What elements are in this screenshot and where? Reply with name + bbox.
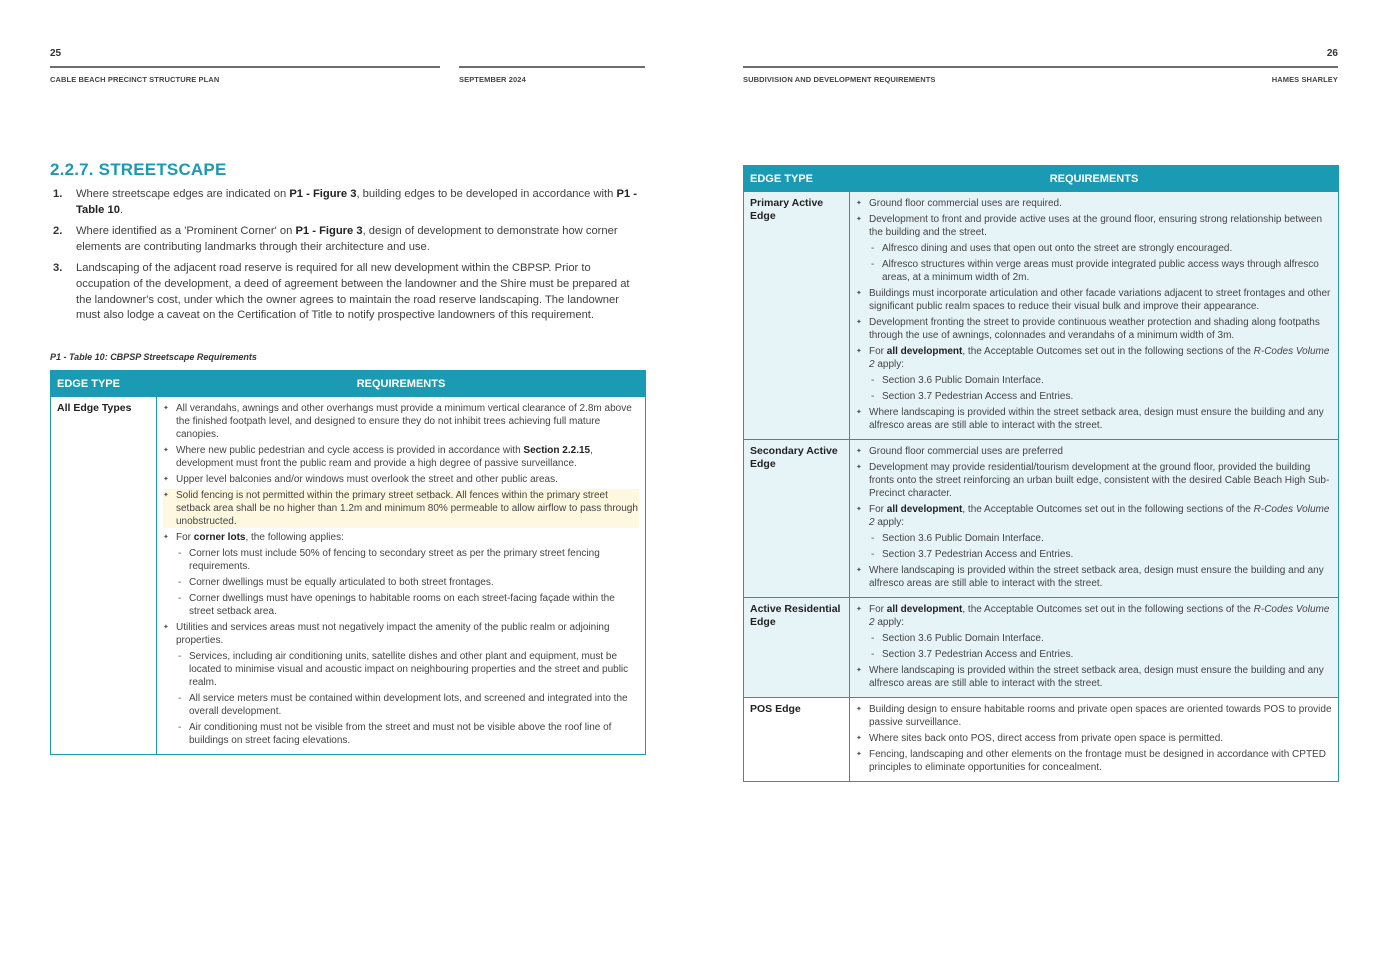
sub-item: - Alfresco dining and uses that open out onto the street are strongly encouraged. [869,242,1332,255]
running-header-date: SEPTEMBER 2024 [459,75,526,84]
requirement-item: ✦ For corner lots, the following applies: - Corner lots must include 50% of fencing to secondary street as per the primary street fencing requirements. - Corner dwellings must be equally articulated to both street frontages. - Corner dwellings must have openings to habitable rooms on each street-facing façade within the street setback area. [163,531,639,618]
header-rule [743,66,1338,68]
requirement-item: ✦ Where landscaping is provided within the street setback area, design must ensure the building and any alfresco areas are still able to interact with the street. [856,406,1332,432]
header-rule [50,66,440,68]
requirement-item: ✦ Buildings must incorporate articulation and other facade variations adjacent to street frontages and other significant public realm spaces to reduce their visual bulk and improve their appearance. [856,287,1332,313]
requirement-item: ✦ Where landscaping is provided within the street setback area, design must ensure the building and any alfresco areas are still able to interact with the street. [856,664,1332,690]
sub-item: - Corner dwellings must have openings to habitable rooms on each street-facing façade within the street setback area. [176,592,639,618]
sub-item: - All service meters must be contained within development lots, and screened and integrated into the overall development. [176,692,639,718]
edge-type-cell: Active Residential Edge [744,598,850,698]
requirements-cell [157,397,646,755]
requirement-item: ✦ Where new public pedestrian and cycle access is provided in accordance with Section 2.2.15, development must front the public ream and provide a high degree of passive surveillance. [163,444,639,470]
sub-item: - Air conditioning must not be visible from the street and must not be visible above the roof line of buildings on street facing elevations. [176,721,639,747]
clause-item: 1. Where streetscape edges are indicated on P1 - Figure 3, building edges to be developed in accordance with P1 - Table 10. [53,188,637,216]
header-rule [459,66,645,68]
column-header-requirements: REQUIREMENTS [850,166,1339,192]
requirement-item-highlighted: ✦ Solid fencing is not permitted within the primary street setback. All fences within the primary street setback area shall be no higher than 1.2m and minimum 80% permeable to allow airflow to pass through unobstructed. [163,489,639,528]
clause-list [50,187,645,330]
requirement-item: ✦ Fencing, landscaping and other elements on the frontage must be designed in accordance with CPTED principles to eliminate opportunities for concealment. [856,748,1332,774]
sub-item: - Corner lots must include 50% of fencing to secondary street as per the primary street fencing requirements. [176,547,639,573]
running-header-firm: HAMES SHARLEY [1271,75,1338,84]
table-header-row [51,371,646,397]
section-heading: 2.2.7. STREETSCAPE [50,160,227,179]
requirement-item: ✦ Upper level balconies and/or windows must overlook the street and other public areas. [163,473,639,486]
edge-type-cell: POS Edge [744,698,850,782]
sub-item: - Section 3.7 Pedestrian Access and Entries. [869,548,1332,561]
table-row-secondary-active-edge [744,440,1339,598]
requirements-cell [850,698,1339,782]
table-reference: P1 - Table 10 [76,188,637,216]
corner-lot-sublist [176,547,639,618]
sub-item: - Section 3.6 Public Domain Interface. [869,632,1332,645]
page-25 [0,0,692,980]
requirement-item: ✦ Development to front and provide active uses at the ground floor, ensuring strong relationship between the building and the street. - Alfresco dining and uses that open out onto the street are strongly encouraged. - Alfresco structures within verge areas must provide integrated public access ways through alfresco areas, at a minimum width of 2m. [856,213,1332,284]
sub-item: - Section 3.6 Public Domain Interface. [869,374,1332,387]
requirement-item: ✦ Where sites back onto POS, direct access from private open space is permitted. [856,732,1332,745]
running-header-title: CABLE BEACH PRECINCT STRUCTURE PLAN [50,75,220,84]
edge-type-cell: Secondary Active Edge [744,440,850,598]
sub-item: - Alfresco structures within verge areas must provide integrated public access ways through alfresco areas, at a minimum width of 2m. [869,258,1332,284]
sub-item: - Section 3.7 Pedestrian Access and Entries. [869,648,1332,661]
table-row [51,397,646,755]
page-number: 26 [1326,48,1338,59]
edge-type-cell: All Edge Types [51,397,157,755]
requirements-cell [850,598,1339,698]
requirement-item: ✦ All verandahs, awnings and other overhangs must provide a minimum vertical clearance of 2.8m above the finished footpath level, and designed to ensure they do not inhibit trees achieving full mature canopies. [163,402,639,441]
edge-type-cell: Primary Active Edge [744,192,850,440]
requirement-item: ✦ For all development, the Acceptable Outcomes set out in the following sections of the R-Codes Volume 2 apply: - Section 3.6 Public Domain Interface. - Section 3.7 Pedestrian Access and Entries. [856,345,1332,403]
requirement-item: ✦ Development fronting the street to provide continuous weather protection and shading along footpaths through the use of awnings, colonnades and verandahs of a minimum width of 3m. [856,316,1332,342]
table-header-row [744,166,1339,192]
table-row-pos-edge [744,698,1339,782]
column-header-edge-type: EDGE TYPE [51,371,157,397]
streetscape-requirements-table [50,370,646,755]
table-row-active-residential-edge [744,598,1339,698]
clause-item: 2. Where identified as a 'Prominent Corner' on P1 - Figure 3, design of development to demonstrate how corner elements are contributing landmarks through their architecture and use. [53,225,618,253]
sub-item: - Section 3.6 Public Domain Interface. [869,532,1332,545]
column-header-edge-type: EDGE TYPE [744,166,850,192]
utilities-sublist [176,650,639,747]
figure-reference: P1 - Figure 3 [295,225,363,238]
edge-requirements-table [743,165,1339,782]
clause-item: 3. Landscaping of the adjacent road reserve is required for all new development within the CBPSP. Prior to occupation of the development, a deed of agreement between the landowner and the Shire must be prepared at the landowner's cost, under which the owner agrees to maintain the road reserve landscaping. The landowner must also lodge a caveat on the Certification of Title to notify prospective landowners of this requirement. [53,262,630,322]
requirement-item: ✦ Utilities and services areas must not negatively impact the amenity of the public realm or adjoining properties. - Services, including air conditioning units, satellite dishes and other plant and equipment, must be located to minimise visual and acoustic impact on neighbouring properties and the street and public realm. - All service meters must be contained within development lots, and screened and integrated into the overall development. - Air conditioning must not be visible from the street and must not be visible above the roof line of buildings on street facing elevations. [163,621,639,747]
running-header-section: SUBDIVISION AND DEVELOPMENT REQUIREMENTS [743,75,936,84]
requirement-item: ✦ Ground floor commercial uses are preferred [856,445,1332,458]
page-number: 25 [50,48,62,59]
requirement-item: ✦ Building design to ensure habitable rooms and private open spaces are oriented towards POS to provide passive surveillance. [856,703,1332,729]
table-caption: P1 - Table 10: CBPSP Streetscape Requirements [50,352,257,362]
requirements-cell [850,192,1339,440]
requirement-item: ✦ For all development, the Acceptable Outcomes set out in the following sections of the R-Codes Volume 2 apply: - Section 3.6 Public Domain Interface. - Section 3.7 Pedestrian Access and Entries. [856,503,1332,561]
requirement-item: ✦ For all development, the Acceptable Outcomes set out in the following sections of the R-Codes Volume 2 apply: - Section 3.6 Public Domain Interface. - Section 3.7 Pedestrian Access and Entries. [856,603,1332,661]
table-row-primary-active-edge [744,192,1339,440]
requirement-item: ✦ Where landscaping is provided within the street setback area, design must ensure the building and any alfresco areas are still able to interact with the street. [856,564,1332,590]
sub-item: - Section 3.7 Pedestrian Access and Entries. [869,390,1332,403]
column-header-requirements: REQUIREMENTS [157,371,646,397]
requirement-item: ✦ Development may provide residential/tourism development at the ground floor, provided the building fronts onto the street reinforcing an urban built edge, consistent with the desired Cable Beach High Sub-Precinct character. [856,461,1332,500]
requirement-item: ✦ Ground floor commercial uses are required. [856,197,1332,210]
sub-item: - Corner dwellings must be equally articulated to both street frontages. [176,576,639,589]
figure-reference: P1 - Figure 3 [289,188,357,200]
requirements-cell [850,440,1339,598]
sub-item: - Services, including air conditioning units, satellite dishes and other plant and equipment, must be located to minimise visual and acoustic impact on neighbouring properties and the street and public realm. [176,650,639,689]
